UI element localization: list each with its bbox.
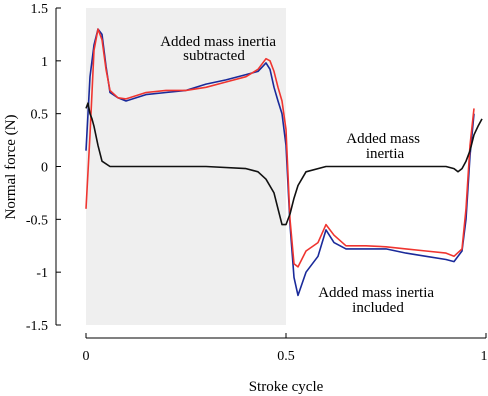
x-axis-label: Stroke cycle (248, 379, 324, 395)
y-tick-label: -1.5 (25, 319, 48, 334)
y-tick-label: -0.5 (25, 213, 48, 229)
annotation-included-line-2: included (352, 300, 404, 316)
y-axis-label: Normal force (N) (3, 114, 19, 220)
y-tick-label: 1.5 (30, 2, 48, 17)
annotation-included-line-1: Added mass inertia (318, 285, 435, 301)
annotation-included (318, 285, 438, 316)
x-tick-label: 0 (82, 349, 90, 364)
y-tick-label: -1 (36, 266, 48, 282)
annotation-subtracted-line-1: Added mass inertia (160, 34, 277, 50)
annotation-added-mass-line-2: inertia (365, 146, 405, 162)
x-tick-label: 1 (480, 349, 488, 364)
annotation-added-mass-line-1: Added mass (346, 131, 420, 147)
x-tick-label: 0.5 (277, 349, 295, 364)
annotation-added-mass (346, 131, 424, 162)
y-tick-label: 1 (41, 54, 48, 70)
y-tick-label: 0.5 (30, 107, 48, 123)
y-tick-label: 0 (41, 160, 48, 176)
annotation-subtracted-line-2: subtracted (183, 48, 245, 64)
